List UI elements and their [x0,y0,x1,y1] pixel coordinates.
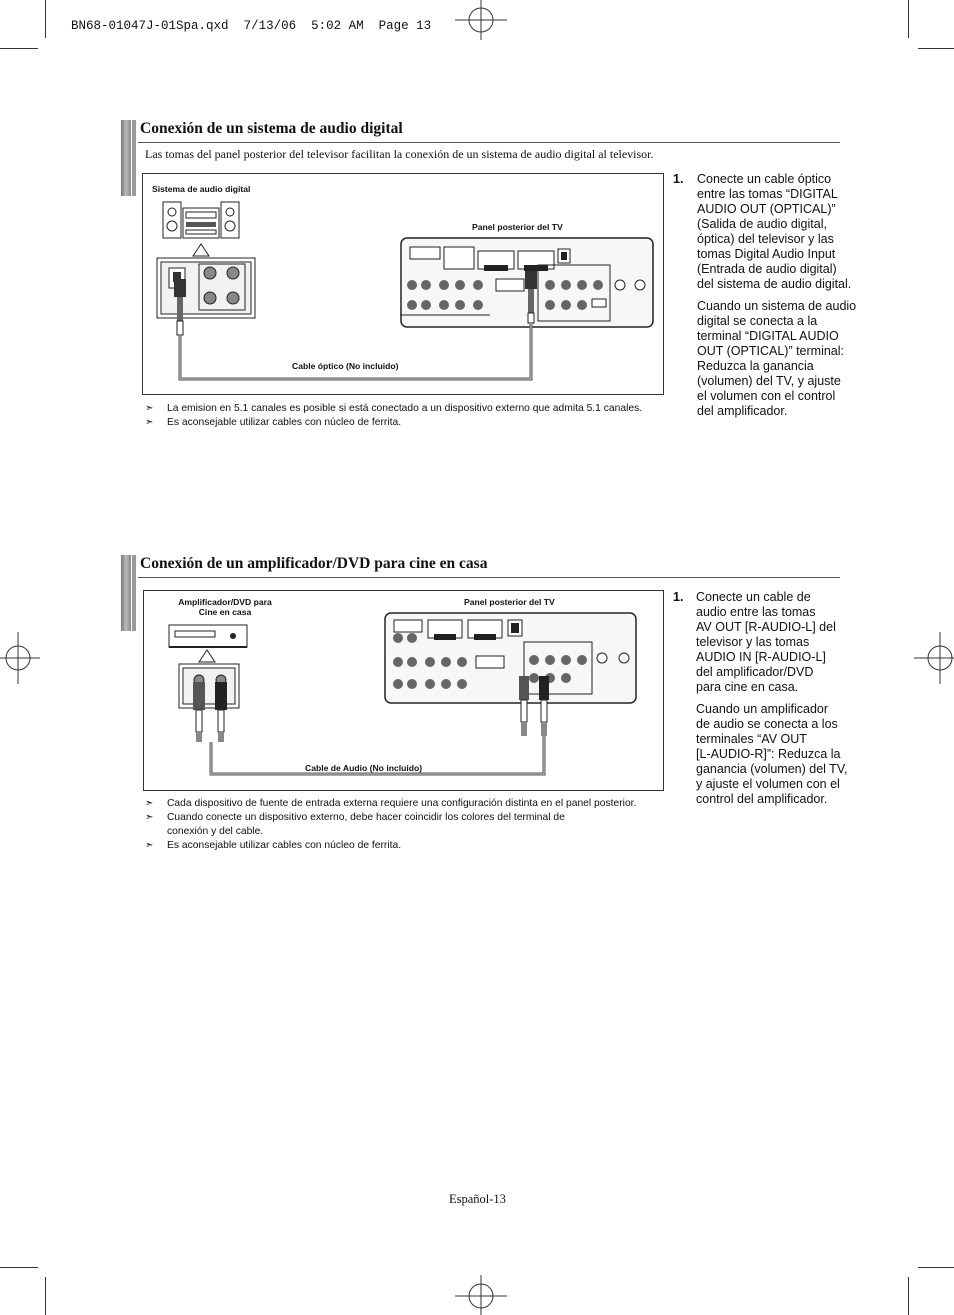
step-line: Conecte un cable óptico [697,172,832,186]
section-rule [138,142,840,143]
slug-filename: BN68-01047J-01Spa.qxd [71,19,229,33]
note-item [145,825,690,839]
note-item [145,402,690,416]
step-line: terminales “AV OUT [696,732,807,746]
step-line: AUDIO OUT (OPTICAL)” [697,202,836,216]
step-number: 1. [673,172,684,186]
crop-mark [0,1267,38,1268]
step-line: del amplificador/DVD [696,665,814,679]
section-title: Conexión de un sistema de audio digital [140,120,403,137]
crop-mark [918,1267,954,1268]
device-label: Sistema de audio digital [152,184,251,194]
step-line: Conecte un cable de [696,590,811,604]
device-label-line: Amplificador/DVD para [178,597,272,607]
crop-mark [45,1277,46,1315]
step-line: (volumen) del TV, y ajuste [697,374,841,388]
tv-panel-label: Panel posterior del TV [472,222,563,232]
note-arrow-icon: ➣ [145,403,154,414]
section-bar [121,555,131,631]
cable-label: Cable óptico (No incluido) [292,361,399,371]
device-label-line: Cine en casa [198,607,252,617]
registration-mark-left [0,632,40,684]
step-line: [L-AUDIO-R]”: Reduzca la [696,747,841,761]
note-text: Es aconsejable utilizar cables con núcleo de ferrita. [167,417,402,428]
note-arrow-icon: ➣ [145,417,154,428]
note-arrow-icon: ➣ [145,812,154,823]
step-line: Cuando un amplificador [696,702,829,716]
crop-mark [908,1277,909,1315]
note-text: Es aconsejable utilizar cables con núcleo de ferrita. [167,840,402,851]
step-line: digital se conecta a la [697,314,818,328]
step-caution [696,702,856,807]
step-line: para cine en casa. [696,680,799,694]
note-arrow-icon: ➣ [145,840,154,851]
section-title: Conexión de un amplificador/DVD para cine en casa [140,555,488,572]
step-number: 1. [673,590,684,604]
note-text: Cada dispositivo de fuente de entrada externa requiere una configuración distinta en el panel posterior. [167,798,637,809]
section-bar-accent [132,120,136,196]
slug-date: 7/13/06 [243,19,297,33]
note-text: La emision en 5.1 canales es posible si está conectado a un dispositivo externo que admita 5.1 canales. [167,403,643,414]
step-line: AUDIO IN [R-AUDIO-L] [696,650,826,664]
registration-mark-right [914,632,954,684]
step-line: entre las tomas “DIGITAL [697,187,838,201]
step-line: y ajuste el volumen con el [696,777,840,791]
page-number: Español-13 [449,1192,506,1206]
step-line: del amplificador. [697,404,788,418]
device-label [160,597,290,617]
step-line: terminal “DIGITAL AUDIO [697,329,839,343]
step-line: Cuando un sistema de audio [697,299,857,313]
section-intro: Las tomas del panel posterior del televisor facilitan la conexión de un sistema de audio digital al televisor. [145,147,654,161]
step-line: tomas Digital Audio Input [697,247,836,261]
step-line: óptica) del televisor y las [697,232,834,246]
slug-time: 5:02 AM [311,19,364,33]
note-text: conexión y del cable. [167,826,264,837]
audio-cable-illustration [195,670,560,780]
section-bar [121,120,131,196]
note-item [145,797,690,811]
step-line: AV OUT [R-AUDIO-L] del [696,620,836,634]
note-item [145,416,690,430]
optical-cable-illustration [170,255,550,385]
step-line: Reduzca la ganancia [697,359,814,373]
step-line: el volumen con el control [697,389,836,403]
note-item [145,839,690,853]
step-instructions [697,172,857,292]
step-line: (Entrada de audio digital) [697,262,837,276]
crop-mark [918,48,954,49]
notes-list [145,402,690,430]
step-caution [697,299,857,419]
step-line: de audio se conecta a los [696,717,838,731]
crop-mark [45,0,46,38]
note-item [145,811,690,825]
tv-panel-label: Panel posterior del TV [464,597,555,607]
note-text: Cuando conecte un dispositivo externo, debe hacer coincidir los colores del terminal de [167,812,565,823]
crop-mark [0,48,38,49]
step-line: ganancia (volumen) del TV, [696,762,848,776]
note-arrow-icon: ➣ [145,798,154,809]
step-line: (Salida de audio digital, [697,217,827,231]
step-line: del sistema de audio digital. [697,277,852,291]
step-line: OUT (OPTICAL)” terminal: [697,344,845,358]
crop-mark [908,0,909,38]
step-line: televisor y las tomas [696,635,810,649]
notes-list [145,797,690,853]
registration-mark-top [455,0,507,40]
section-rule [138,577,840,578]
section-bar-accent [132,555,136,631]
step-instructions [696,590,856,695]
step-line: audio entre las tomas [696,605,816,619]
step-line: control del amplificador. [696,792,828,806]
slug-page: Page 13 [378,19,432,33]
print-slug [56,5,431,33]
registration-mark-bottom [455,1275,507,1315]
cable-label: Cable de Audio (No incluido) [305,763,423,773]
